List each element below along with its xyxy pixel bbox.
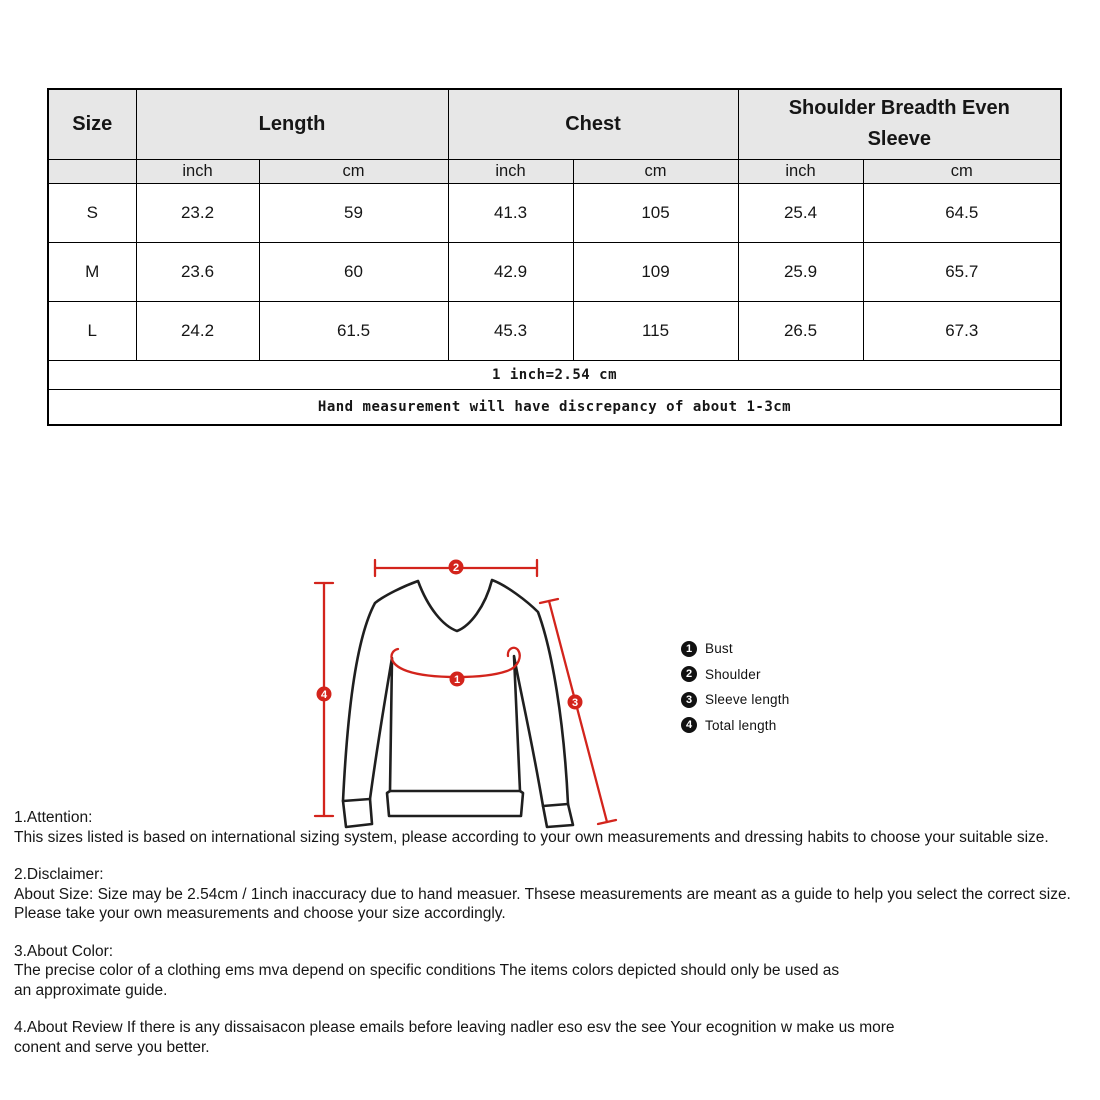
value-cell: 25.9 bbox=[738, 242, 863, 301]
section-line: The precise color of a clothing ems mva depend on specific conditions The items colors depicted should only be used as bbox=[14, 962, 840, 979]
table-row bbox=[48, 183, 1061, 242]
right-cuff-seam bbox=[543, 804, 568, 806]
section-line: an approximate guide. bbox=[14, 981, 168, 999]
text-section bbox=[14, 865, 1092, 924]
text-section bbox=[14, 942, 1092, 1001]
text-section bbox=[14, 1018, 1092, 1057]
value-cell: 59 bbox=[259, 183, 448, 242]
conversion-note: 1 inch=2.54 cm bbox=[48, 360, 1061, 389]
size-cell: S bbox=[48, 183, 136, 242]
measurement-legend bbox=[681, 636, 789, 738]
sweater-measurement-diagram bbox=[280, 548, 625, 848]
unit-cell: cm bbox=[863, 159, 1061, 183]
value-cell: 25.4 bbox=[738, 183, 863, 242]
table-header-row bbox=[48, 89, 1061, 159]
legend-label: Total length bbox=[705, 717, 777, 733]
value-cell: 115 bbox=[573, 301, 738, 360]
text-section bbox=[14, 808, 1092, 847]
section-line: conent and serve you better. bbox=[14, 1038, 210, 1056]
value-cell: 67.3 bbox=[863, 301, 1061, 360]
table-units-row bbox=[48, 159, 1061, 183]
value-cell: 24.2 bbox=[136, 301, 259, 360]
legend-item bbox=[681, 662, 789, 688]
size-table bbox=[47, 88, 1062, 426]
marker-3-icon bbox=[568, 695, 583, 710]
unit-cell: inch bbox=[448, 159, 573, 183]
svg-text:3: 3 bbox=[571, 697, 579, 709]
legend-label: Sleeve length bbox=[705, 692, 790, 708]
legend-number-icon: 4 bbox=[681, 717, 697, 733]
section-line: About Size: Size may be 2.54cm / 1inch inaccuracy due to hand measuer. Thsese measurements are meant as a guide to help you select the correct size. bbox=[14, 885, 1071, 903]
sleeve-length-line bbox=[540, 599, 616, 824]
svg-text:4: 4 bbox=[320, 689, 328, 701]
value-cell: 65.7 bbox=[863, 242, 1061, 301]
section-line: This sizes listed is based on international sizing system, please according to your own measurements and dressing habits to choose your suitable size. bbox=[14, 828, 1049, 846]
unit-cell: cm bbox=[259, 159, 448, 183]
unit-cell: cm bbox=[573, 159, 738, 183]
size-cell: L bbox=[48, 301, 136, 360]
info-sections bbox=[14, 808, 1092, 1075]
note-row bbox=[48, 360, 1061, 389]
legend-label: Shoulder bbox=[705, 666, 761, 682]
value-cell: 60 bbox=[259, 242, 448, 301]
legend-number-icon: 2 bbox=[681, 666, 697, 682]
svg-text:2: 2 bbox=[452, 562, 460, 574]
value-cell: 45.3 bbox=[448, 301, 573, 360]
value-cell: 23.2 bbox=[136, 183, 259, 242]
size-cell: M bbox=[48, 242, 136, 301]
table-row bbox=[48, 301, 1061, 360]
section-line: Please take your own measurements and choose your size accordingly. bbox=[14, 905, 506, 922]
value-cell: 26.5 bbox=[738, 301, 863, 360]
col-header-size: Size bbox=[48, 89, 136, 159]
value-cell: 64.5 bbox=[863, 183, 1061, 242]
col-header-shoulder: Shoulder Breadth Even Sleeve bbox=[738, 89, 1061, 159]
discrepancy-note: Hand measurement will have discrepancy of about 1-3cm bbox=[48, 389, 1061, 425]
section-title: 2.Disclaimer: bbox=[14, 866, 104, 883]
svg-text:1: 1 bbox=[453, 674, 461, 686]
marker-4-icon bbox=[317, 687, 332, 702]
value-cell: 41.3 bbox=[448, 183, 573, 242]
unit-cell: inch bbox=[136, 159, 259, 183]
legend-item bbox=[681, 636, 789, 662]
legend-label: Bust bbox=[705, 641, 733, 657]
marker-1-icon bbox=[450, 672, 465, 687]
value-cell: 23.6 bbox=[136, 242, 259, 301]
legend-number-icon: 3 bbox=[681, 692, 697, 708]
section-title: 3.About Color: bbox=[14, 942, 114, 960]
legend-item bbox=[681, 687, 789, 713]
value-cell: 105 bbox=[573, 183, 738, 242]
marker-2-icon bbox=[449, 560, 464, 575]
section-line: 4.About Review If there is any dissaisacon please emails before leaving nadler eso esv the see Your ecognition w make us more bbox=[14, 1019, 895, 1036]
value-cell: 61.5 bbox=[259, 301, 448, 360]
col-header-length: Length bbox=[136, 89, 448, 159]
value-cell: 109 bbox=[573, 242, 738, 301]
value-cell: 42.9 bbox=[448, 242, 573, 301]
left-cuff-seam bbox=[343, 799, 370, 801]
legend-item bbox=[681, 713, 789, 739]
note-row bbox=[48, 389, 1061, 425]
legend-number-icon: 1 bbox=[681, 641, 697, 657]
col-header-chest: Chest bbox=[448, 89, 738, 159]
section-title: 1.Attention: bbox=[14, 809, 93, 826]
table-row bbox=[48, 242, 1061, 301]
unit-cell: inch bbox=[738, 159, 863, 183]
unit-cell bbox=[48, 159, 136, 183]
